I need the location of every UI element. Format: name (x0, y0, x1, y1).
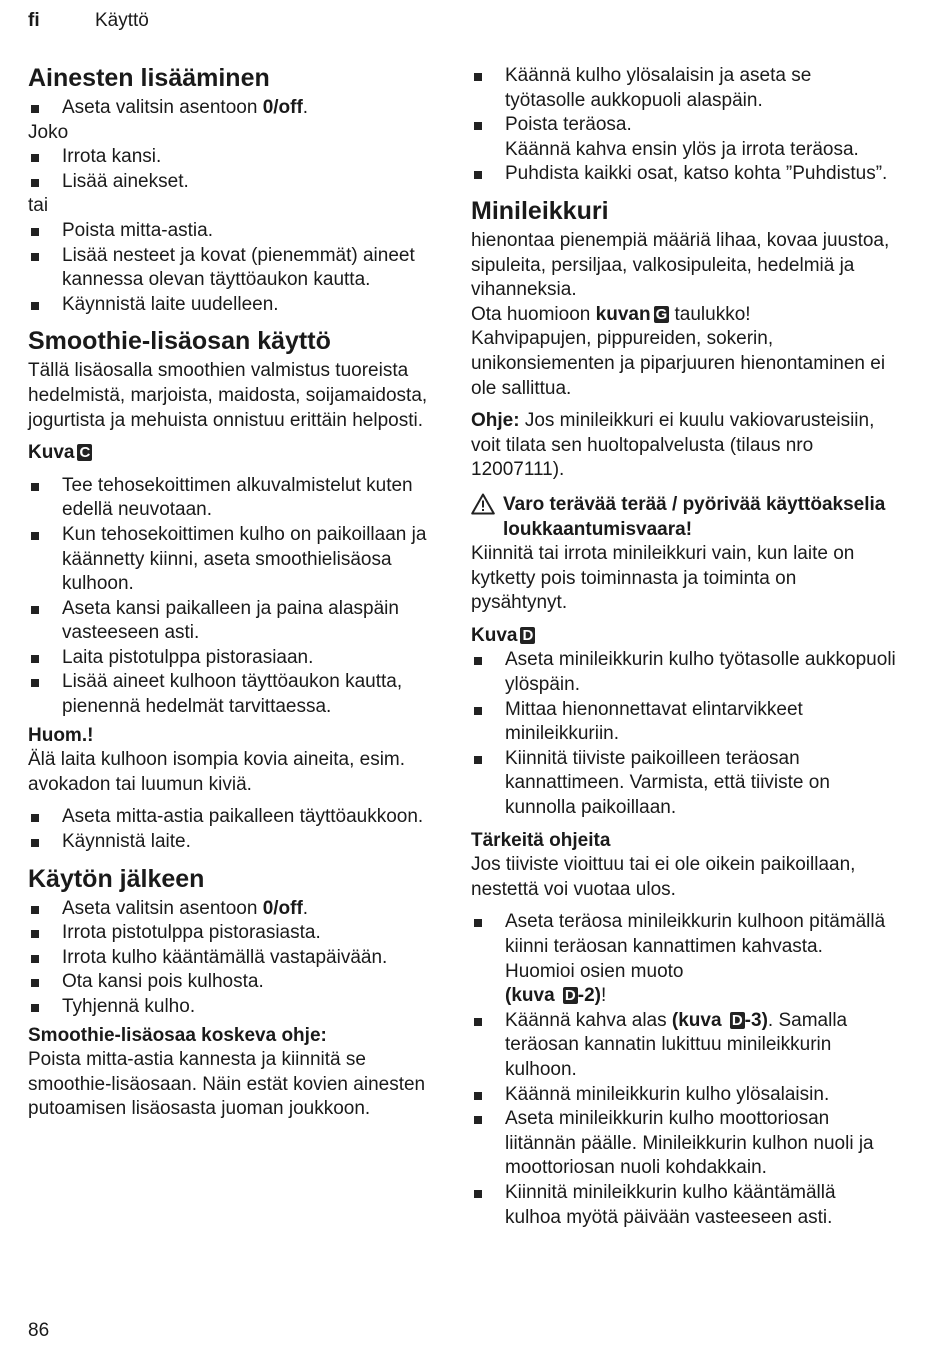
figure-ref-c: Kuva C (28, 442, 91, 464)
list-item: Tyhjennä kulho. (28, 995, 448, 1020)
list-item: Poista mitta-astia. (28, 219, 448, 244)
mini-figure-ref: Ota huomioon kuvan G taulukko! (471, 303, 751, 325)
list-item: Aseta valitsin asentoon 0/off. (28, 897, 448, 922)
square-bullet-icon (28, 921, 62, 946)
tip-title: Smoothie-lisäosaa koskeva ohje: (28, 1024, 327, 1046)
list-item: Poista teräosa. Käännä kahva ensin ylös ja irrota teräosa. (471, 113, 896, 162)
square-bullet-icon (28, 646, 62, 671)
page-header (28, 10, 149, 32)
figure-letter-badge: D (564, 987, 576, 1005)
list-item: Laita pistotulppa pistorasiaan. (28, 646, 448, 671)
smoothie-intro: Tällä lisäosalla smoothien valmistus tuoreista hedelmistä, marjoista, maidosta, soijamaidosta, jogurtista ja mehuista onnistuu erittäin helposti. (28, 360, 428, 431)
square-bullet-icon (28, 293, 62, 318)
list-item: Kun tehosekoittimen kulho on paikoillaan ja käännetty kiinni, aseta smoothielisäosa kulhoon. (28, 523, 448, 597)
list-item: Käännä kulho ylösalaisin ja aseta se työtasolle aukkopuoli alaspäin. (471, 64, 896, 113)
list-item: Aseta minileikkurin kulho työtasolle aukkopuoli ylöspäin. (471, 648, 896, 697)
square-bullet-icon (28, 830, 62, 855)
square-bullet-icon (28, 805, 62, 830)
tai-label: tai (28, 195, 49, 217)
joko-label: Joko (28, 121, 69, 143)
list-item: Kiinnitä tiiviste paikoilleen teräosan kannattimeen. Varmista, että tiiviste on kunnolla paikoillaan. (471, 747, 896, 821)
list-item: Käynnistä laite. (28, 830, 448, 855)
square-bullet-icon (28, 474, 62, 523)
warning-text: Kiinnitä tai irrota minileikkuri vain, kun laite on kytketty pois toiminnasta ja toiminta on pysähtynyt. (471, 543, 855, 614)
list-item: Aseta kansi paikalleen ja paina alaspäin vasteeseen asti. (28, 597, 448, 646)
square-bullet-icon (28, 597, 62, 646)
list-item: Käännä minileikkurin kulho ylösalaisin. (471, 1083, 896, 1108)
right-column (471, 64, 896, 1230)
square-bullet-icon (28, 244, 62, 293)
mini-ohje: Ohje: Jos minileikkuri ei kuulu vakiovarusteisiin, voit tilata sen huoltopalvelusta (tilaus nro 12007111). (471, 410, 875, 481)
page-number: 86 (28, 1320, 50, 1341)
square-bullet-icon (471, 1009, 505, 1083)
list-item: Lisää aineet kulhoon täyttöaukon kautta, pienennä hedelmät tarvittaessa. (28, 670, 448, 719)
mini-intro: hienontaa pienempiä määriä lihaa, kovaa juustoa, sipuleita, persiljaa, valkosipuleita, hedelmiä ja vihanneksia. (471, 229, 890, 301)
figure-ref-d: Kuva D (471, 624, 534, 646)
square-bullet-icon (28, 523, 62, 597)
language-code: fi (28, 10, 40, 31)
list-item: Aseta valitsin asentoon 0/off. (28, 96, 448, 121)
list-item: Lisää nesteet ja kovat (pienemmät) aineet kannessa olevan täyttöaukon kautta. (28, 244, 448, 293)
square-bullet-icon (471, 1181, 505, 1230)
square-bullet-icon (471, 1107, 505, 1181)
square-bullet-icon (471, 113, 505, 162)
square-bullet-icon (471, 64, 505, 113)
warning-block (471, 493, 896, 542)
list-item: Irrota kulho kääntämällä vastapäivään. (28, 946, 448, 971)
square-bullet-icon (471, 648, 505, 697)
square-bullet-icon (471, 698, 505, 747)
list-item: Puhdista kaikki osat, katso kohta ”Puhdistus”. (471, 162, 896, 187)
important-title: Tärkeitä ohjeita (471, 829, 611, 851)
figure-letter-badge: D (522, 626, 534, 644)
list-item: Kiinnitä minileikkurin kulho kääntämällä kulhoa myötä päivään vasteeseen asti. (471, 1181, 896, 1230)
list-item: Irrota kansi. (28, 145, 448, 170)
square-bullet-icon (28, 170, 62, 195)
figure-letter-badge: G (655, 305, 668, 323)
list-item: Lisää ainekset. (28, 170, 448, 195)
list-item: Aseta teräosa minileikkurin kulhoon pitämällä kiinni teräosan kannattimen kahvasta. Huomioi osien muoto (kuva D -2)! (471, 910, 896, 1008)
important-text: Jos tiiviste vioittuu tai ei ole oikein paikoillaan, nestettä voi vuotaa ulos. (471, 854, 856, 900)
list-item: Käännä kahva alas (kuva D -3). Samalla teräosan kannatin lukittuu minileikkurin kulhoon. (471, 1009, 896, 1083)
list-item: Aseta mitta-astia paikalleen täyttöaukkoon. (28, 805, 448, 830)
square-bullet-icon (471, 1083, 505, 1108)
square-bullet-icon (28, 145, 62, 170)
left-column (28, 62, 448, 1122)
square-bullet-icon (471, 910, 505, 1008)
heading-after: Käytön jälkeen (28, 864, 205, 893)
figure-letter-badge: D (731, 1011, 743, 1029)
mini-forbidden: Kahvipapujen, pippureiden, sokerin, unikonsiementen ja piparjuuren hienontaminen ei ole sallittua. (471, 328, 886, 399)
list-item: Tee tehosekoittimen alkuvalmistelut kuten edellä neuvotaan. (28, 474, 448, 523)
square-bullet-icon (28, 219, 62, 244)
note-title: Huom.! (28, 724, 94, 746)
list-item: Aseta minileikkurin kulho moottoriosan liitännän päälle. Minileikkurin kulhon nuoli ja moottoriosan nuoli kohdakkain. (471, 1107, 896, 1181)
list-item: Mittaa hienonnettavat elintarvikkeet minileikkuriin. (471, 698, 896, 747)
heading-mini: Minileikkuri (471, 196, 609, 225)
figure-letter-badge: C (79, 444, 91, 462)
tip-text: Poista mitta-astia kannesta ja kiinnitä se smoothie-lisäosaan. Näin estät kovien ainesten putoamisen lisäosasta juoman joukkoon. (28, 1049, 426, 1120)
square-bullet-icon (28, 995, 62, 1020)
square-bullet-icon (28, 96, 62, 121)
warning-triangle-icon (471, 493, 503, 542)
heading-adding: Ainesten lisääminen (28, 64, 270, 92)
section-name: Käyttö (95, 10, 149, 31)
heading-smoothie: Smoothie-lisäosan käyttö (28, 327, 331, 356)
square-bullet-icon (28, 897, 62, 922)
square-bullet-icon (28, 670, 62, 719)
list-item: Irrota pistotulppa pistorasiasta. (28, 921, 448, 946)
square-bullet-icon (471, 162, 505, 187)
list-item: Ota kansi pois kulhosta. (28, 970, 448, 995)
note-text: Älä laita kulhoon isompia kovia aineita, esim. avokadon tai luumun kiviä. (28, 749, 406, 795)
square-bullet-icon (28, 970, 62, 995)
square-bullet-icon (471, 747, 505, 821)
list-item: Käynnistä laite uudelleen. (28, 293, 448, 318)
square-bullet-icon (28, 946, 62, 971)
warning-title: Varo terävää terää / pyörivää käyttöakselia loukkaantumisvaara! (503, 493, 886, 540)
